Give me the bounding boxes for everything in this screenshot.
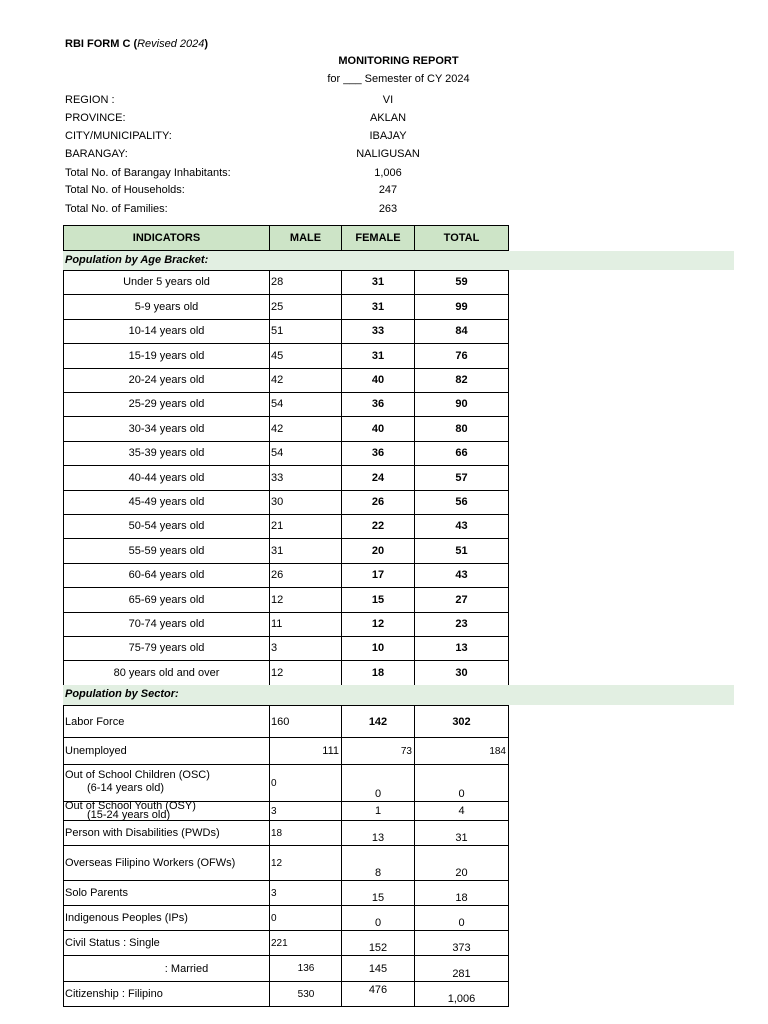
sector-row-female: 0 [341, 764, 415, 802]
age-row-total: 80 [414, 416, 509, 442]
sector-row-female: 0 [341, 905, 415, 931]
sector-row-male: 12 [269, 845, 342, 881]
age-row-male: 12 [269, 587, 342, 613]
age-row-female: 31 [341, 270, 415, 295]
age-row-female: 17 [341, 563, 415, 588]
age-row-female: 22 [341, 514, 415, 539]
age-row-total: 23 [414, 612, 509, 637]
sector-row-female: 8 [341, 845, 415, 881]
sector-row-male: 0 [269, 764, 342, 802]
sector-row-label [63, 801, 270, 821]
inhabitants-label: Total No. of Barangay Inhabitants: [65, 167, 231, 179]
age-row-female: 40 [341, 368, 415, 393]
sector-row-male: 111 [269, 737, 342, 765]
sector-row-total: 20 [414, 845, 509, 881]
age-row-total: 66 [414, 441, 509, 466]
header-female: FEMALE [341, 225, 415, 251]
form-revision: Revised 2024 [137, 38, 205, 50]
age-row-female: 20 [341, 538, 415, 564]
sector-row-male: 3 [269, 801, 342, 821]
province-value: AKLAN [369, 112, 407, 124]
sector-row-male: 530 [269, 981, 342, 1007]
age-row-female: 31 [341, 343, 415, 369]
age-row-label: 50-54 years old [63, 514, 270, 539]
header-male: MALE [269, 225, 342, 251]
age-row-total: 59 [414, 270, 509, 295]
age-row-male: 54 [269, 441, 342, 466]
age-row-male: 51 [269, 319, 342, 344]
barangay-label: BARANGAY: [65, 148, 128, 160]
sector-row-label-line2: (15-24 years old) [87, 809, 171, 821]
sector-row-female: 15 [341, 880, 415, 906]
age-row-total: 13 [414, 636, 509, 661]
sector-row-label: Citizenship : Filipino [63, 981, 270, 1007]
sector-row-label-line1: Out of School Children (OSC) [65, 769, 210, 781]
section-sector [63, 685, 734, 705]
sector-row-total: 184 [414, 737, 509, 765]
sector-row-male: 18 [269, 820, 342, 846]
age-row-total: 51 [414, 538, 509, 564]
age-row-female: 36 [341, 441, 415, 466]
sector-row-total: 4 [414, 801, 509, 821]
age-row-label: 15-19 years old [63, 343, 270, 369]
age-row-female: 24 [341, 465, 415, 491]
sector-row-total: 31 [414, 820, 509, 846]
sector-row-male: 3 [269, 880, 342, 906]
sector-row-label: : Married [63, 955, 270, 982]
report-title: MONITORING REPORT [338, 55, 459, 67]
age-row-label: 20-24 years old [63, 368, 270, 393]
age-row-label: 10-14 years old [63, 319, 270, 344]
city-label: CITY/MUNICIPALITY: [65, 130, 172, 142]
inhabitants-value: 1,006 [374, 167, 402, 179]
sector-row-label-line2: (6-14 years old) [87, 782, 165, 794]
sector-row-label: Indigenous Peoples (IPs) [63, 905, 270, 931]
form-code: RBI FORM C (Revised 2024) [65, 38, 209, 50]
age-row-label: 25-29 years old [63, 392, 270, 417]
age-row-label: 55-59 years old [63, 538, 270, 564]
families-label: Total No. of Families: [65, 203, 168, 215]
sector-row-male: 136 [269, 955, 342, 982]
age-row-female: 31 [341, 294, 415, 320]
sector-row-male: 221 [269, 930, 342, 956]
sector-row-total: 302 [414, 705, 509, 738]
sector-row-label: Civil Status : Single [63, 930, 270, 956]
age-row-male: 42 [269, 416, 342, 442]
age-row-male: 30 [269, 490, 342, 515]
sector-row-female: 142 [341, 705, 415, 738]
province-label: PROVINCE: [65, 112, 126, 124]
sector-row-label: Labor Force [63, 705, 270, 738]
barangay-value: NALIGUSAN [356, 148, 420, 160]
age-row-female: 33 [341, 319, 415, 344]
age-row-label: Under 5 years old [63, 270, 270, 295]
sector-row-female: 476 [341, 981, 415, 1007]
age-row-total: 82 [414, 368, 509, 393]
age-row-male: 42 [269, 368, 342, 393]
age-row-female: 15 [341, 587, 415, 613]
sector-row-total: 373 [414, 930, 509, 956]
families-value: 263 [378, 203, 398, 215]
age-row-male: 33 [269, 465, 342, 491]
age-row-label: 75-79 years old [63, 636, 270, 661]
sector-row-label: Person with Disabilities (PWDs) [63, 820, 270, 846]
age-row-male: 12 [269, 660, 342, 686]
age-row-label: 35-39 years old [63, 441, 270, 466]
sector-row-total: 0 [414, 905, 509, 931]
age-row-label: 5-9 years old [63, 294, 270, 320]
region-label: REGION : [65, 94, 115, 106]
age-row-male: 54 [269, 392, 342, 417]
age-row-female: 12 [341, 612, 415, 637]
section-age-label: Population by Age Bracket: [65, 254, 209, 266]
sector-row-label: Overseas Filipino Workers (OFWs) [63, 845, 270, 881]
section-age-bracket [63, 251, 734, 270]
age-row-total: 27 [414, 587, 509, 613]
age-row-total: 30 [414, 660, 509, 686]
sector-row-female: 152 [341, 930, 415, 956]
age-row-female: 26 [341, 490, 415, 515]
age-row-male: 45 [269, 343, 342, 369]
age-row-total: 99 [414, 294, 509, 320]
sector-row-male: 0 [269, 905, 342, 931]
header-indicators: INDICATORS [63, 225, 270, 251]
age-row-label: 70-74 years old [63, 612, 270, 637]
age-row-label: 45-49 years old [63, 490, 270, 515]
age-row-total: 56 [414, 490, 509, 515]
age-row-label: 40-44 years old [63, 465, 270, 491]
sector-row-label: Unemployed [63, 737, 270, 765]
age-row-female: 18 [341, 660, 415, 686]
age-row-female: 10 [341, 636, 415, 661]
sector-row-female: 13 [341, 820, 415, 846]
age-row-male: 21 [269, 514, 342, 539]
age-row-male: 11 [269, 612, 342, 637]
households-value: 247 [378, 184, 398, 196]
section-sector-label: Population by Sector: [65, 688, 179, 700]
sector-row-total: 0 [414, 764, 509, 802]
age-row-female: 40 [341, 416, 415, 442]
age-row-male: 31 [269, 538, 342, 564]
age-row-male: 25 [269, 294, 342, 320]
age-row-total: 43 [414, 514, 509, 539]
sector-row-total: 18 [414, 880, 509, 906]
age-row-female: 36 [341, 392, 415, 417]
age-row-male: 28 [269, 270, 342, 295]
age-row-label: 30-34 years old [63, 416, 270, 442]
city-value: IBAJAY [369, 130, 407, 142]
sector-row-female: 145 [341, 955, 415, 982]
age-row-male: 26 [269, 563, 342, 588]
age-row-total: 90 [414, 392, 509, 417]
age-row-total: 84 [414, 319, 509, 344]
age-row-label: 60-64 years old [63, 563, 270, 588]
age-row-total: 57 [414, 465, 509, 491]
age-row-label: 80 years old and over [63, 660, 270, 686]
header-total: TOTAL [414, 225, 509, 251]
households-label: Total No. of Households: [65, 184, 185, 196]
age-row-label: 65-69 years old [63, 587, 270, 613]
sector-row-label: Solo Parents [63, 880, 270, 906]
sector-row-total: 281 [414, 955, 509, 982]
age-row-total: 76 [414, 343, 509, 369]
sector-row-label [63, 764, 270, 802]
age-row-total: 43 [414, 563, 509, 588]
sector-row-female: 73 [341, 737, 415, 765]
sector-row-female: 1 [341, 801, 415, 821]
sector-row-male: 160 [269, 705, 342, 738]
age-row-male: 3 [269, 636, 342, 661]
sector-row-total: 1,006 [414, 981, 509, 1007]
region-value: VI [382, 94, 394, 106]
sector-row-label-line1: Out of School Youth (OSY) [65, 801, 196, 812]
report-subtitle: for ___ Semester of CY 2024 [327, 73, 470, 85]
